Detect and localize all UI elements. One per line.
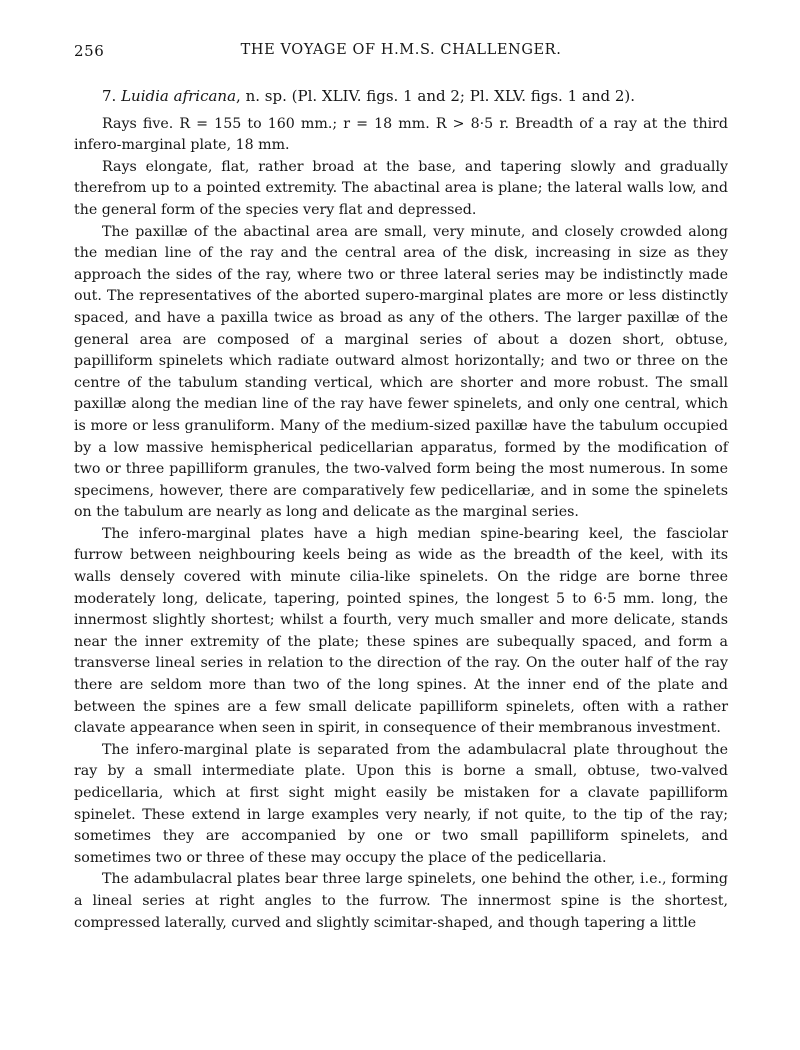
paragraph-infero-marginal: The infero-marginal plates have a high median spine-bearing keel, the fasciolar furrow between neighbouring keels being as wide as the breadth of the keel, with its walls densely covered with minute cilia-like spinelets. On the ridge are borne three moderately long, delicate, tapering, pointed spines, the longest 5 to 6·5 mm. long, the innermost slightly shortest; whilst a fourth, very much smaller and more delicate, stands near the inner extremity of the plate; these spines are subequally spaced, and form a transverse lineal series in relation to the direction of the ray. On the outer half of the ray there are seldom more than two of the long spines. At the inner end of the plate and between the spines are a few small delicate papilliform spinelets, often with a rather clavate appearance when seen in spirit, in consequence of their membranous investment. — [74, 525, 728, 737]
species-name: Luidia africana — [121, 87, 237, 105]
page — [74, 40, 728, 934]
paragraph-intermediate-plate: The infero-marginal plate is separated from the adambulacral plate throughout the ray by a small intermediate plate. Upon this is borne a small, obtuse, two-valved pedicellaria, which at first sight might easily be mistaken for a clavate papilliform spinelet. These extend in large examples very nearly, if not quite, to the tip of the ray; sometimes they are accompanied by one or two small papilliform spinelets, and sometimes two or three of these may occupy the place of the pedicellaria. — [74, 741, 728, 866]
page-header — [74, 40, 728, 66]
page-number: 256 — [74, 42, 105, 60]
paragraph-measurements: Rays five. R = 155 to 160 mm.; r = 18 mm. R > 8·5 r. Breadth of a ray at the third infero-marginal plate, 18 mm. — [74, 115, 728, 154]
paragraph-rays: Rays elongate, flat, rather broad at the base, and tapering slowly and gradually therefrom up to a pointed extremity. The abactinal area is plane; the lateral walls low, and the general form of the species very flat and depressed. — [74, 158, 728, 218]
paragraph-adambulacral: The adambulacral plates bear three large spinelets, one behind the other, i.e., forming a lineal series at right angles to the furrow. The innermost spine is the shortest, compressed laterally, curved and slightly scimitar-shaped, and though tapering a little — [74, 871, 728, 931]
running-head: THE VOYAGE OF H.M.S. CHALLENGER. — [240, 42, 562, 58]
plate-references: (Pl. XLIV. figs. 1 and 2; Pl. XLV. figs. 1 and 2). — [291, 87, 636, 105]
paragraph-paxillae: The paxillæ of the abactinal area are small, very minute, and closely crowded along the median line of the ray and the central area of the disk, increasing in size as they approach the sides of the ray, where two or three lateral series may be indistinctly made out. The representatives of the aborted supero-marginal plates are more or less distinctly spaced, and have a paxilla twice as broad as any of the others. The larger paxillæ of the general area are composed of a marginal series of about a dozen short, obtuse, papilliform spinelets which radiate outward almost horizontally; and two or three on the centre of the tabulum standing vertical, which are shorter and more robust. The small paxillæ along the median line of the ray have fewer spinelets, and only one central, which is more or less granuliform. Many of the medium-sized paxillæ have the tabulum occupied by a low massive hemispherical pedicellarian apparatus, formed by the modification of two or three papilliform granules, the two-valved form being the most numerous. In some specimens, however, there are comparatively few pedicellariæ, and in some the spinelets on the tabulum are nearly as long and delicate as the marginal series. — [74, 223, 728, 521]
species-designation: , n. sp. — [236, 87, 287, 105]
species-heading — [74, 86, 728, 108]
species-number: 7. — [102, 87, 117, 105]
article-body — [74, 86, 728, 934]
